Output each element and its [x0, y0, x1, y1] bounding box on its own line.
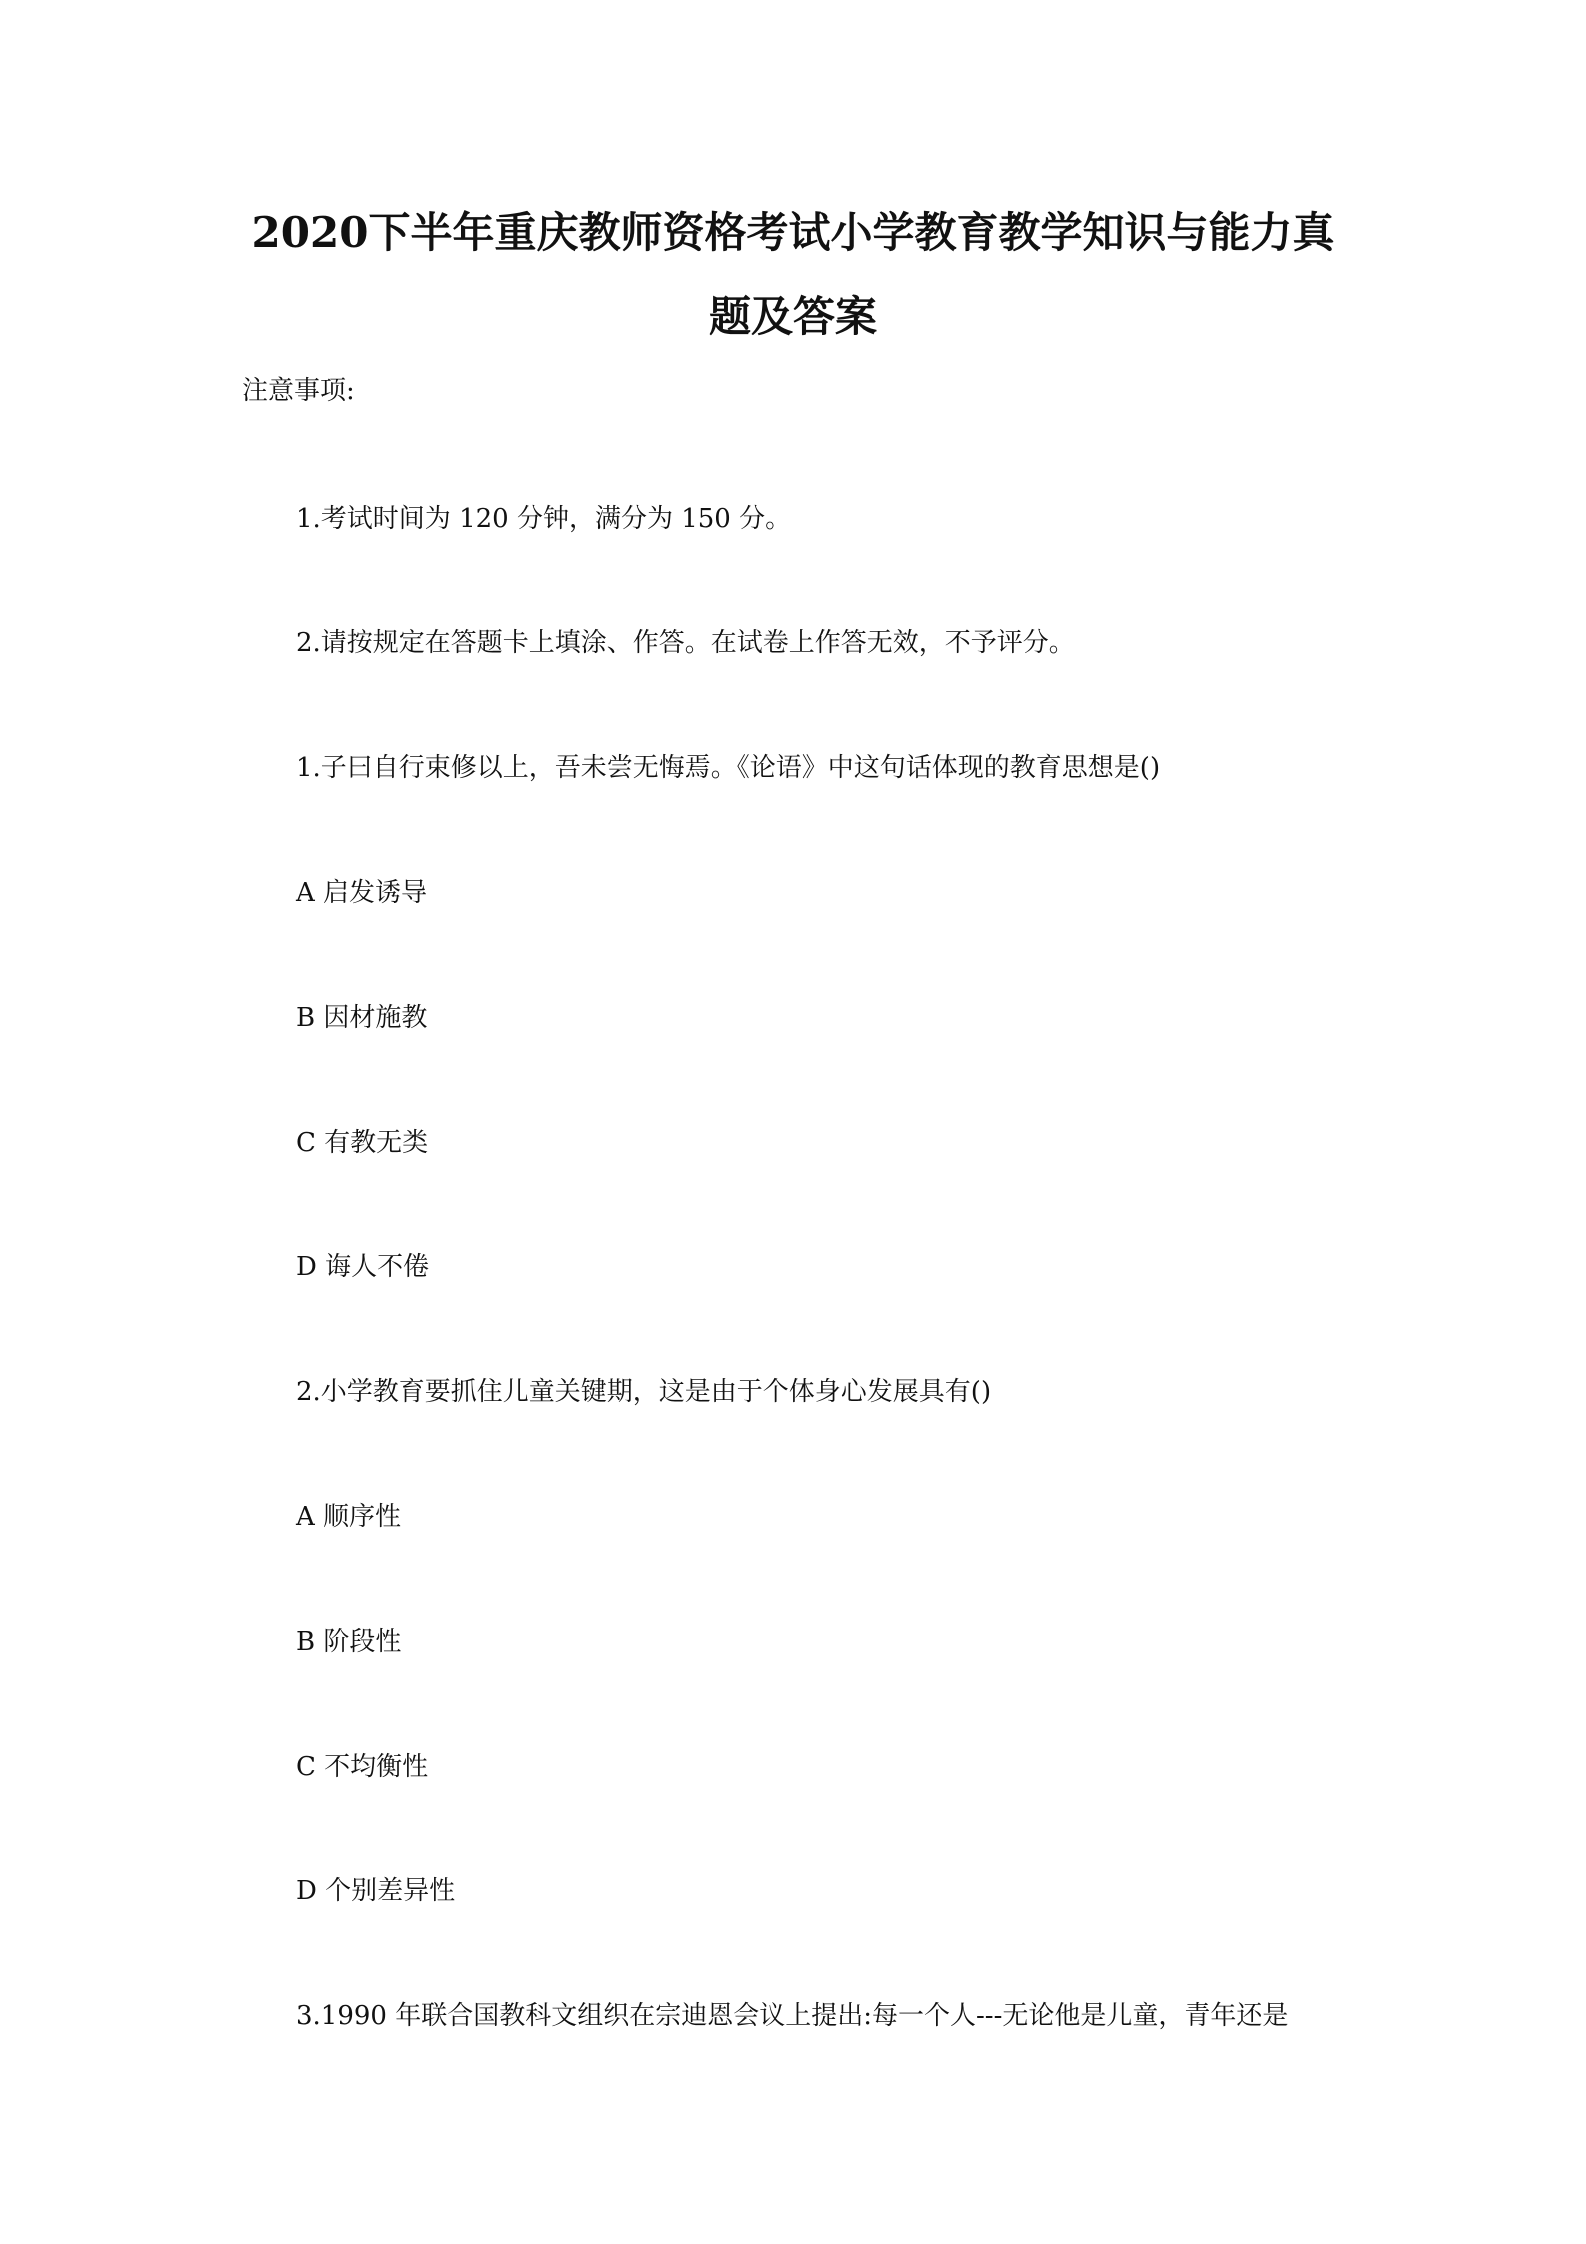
notice-item-2: 2.请按规定在答题卡上填涂、作答。在试卷上作答无效，不予评分。	[296, 628, 1075, 658]
question-1-option-a: A 启发诱导	[296, 878, 428, 908]
notice-heading: 注意事项:	[242, 376, 355, 406]
question-2-option-c: C 不均衡性	[296, 1752, 429, 1782]
question-2-option-a: A 顺序性	[296, 1502, 402, 1532]
question-1-option-b: B 因材施教	[296, 1003, 428, 1033]
question-1-stem: 1.子曰自行束修以上，吾未尝无悔焉。《论语》中这句话体现的教育思想是()	[296, 753, 1161, 783]
question-3-stem: 3.1990 年联合国教科文组织在宗迪恩会议上提出:每一个人---无论他是儿童，青年还是	[296, 2001, 1289, 2031]
question-2-option-b: B 阶段性	[296, 1627, 402, 1657]
document-title-line-2: 题及答案	[708, 292, 877, 341]
question-2-stem: 2.小学教育要抓住儿童关键期，这是由于个体身心发展具有()	[296, 1377, 992, 1407]
question-1-option-d: D 诲人不倦	[296, 1252, 430, 1282]
document-title-line-1: 2020下半年重庆教师资格考试小学教育教学知识与能力真	[251, 208, 1335, 257]
question-1-option-c: C 有教无类	[296, 1128, 429, 1158]
question-2-option-d: D 个别差异性	[296, 1876, 456, 1906]
notice-item-1: 1.考试时间为 120 分钟，满分为 150 分。	[296, 504, 792, 534]
